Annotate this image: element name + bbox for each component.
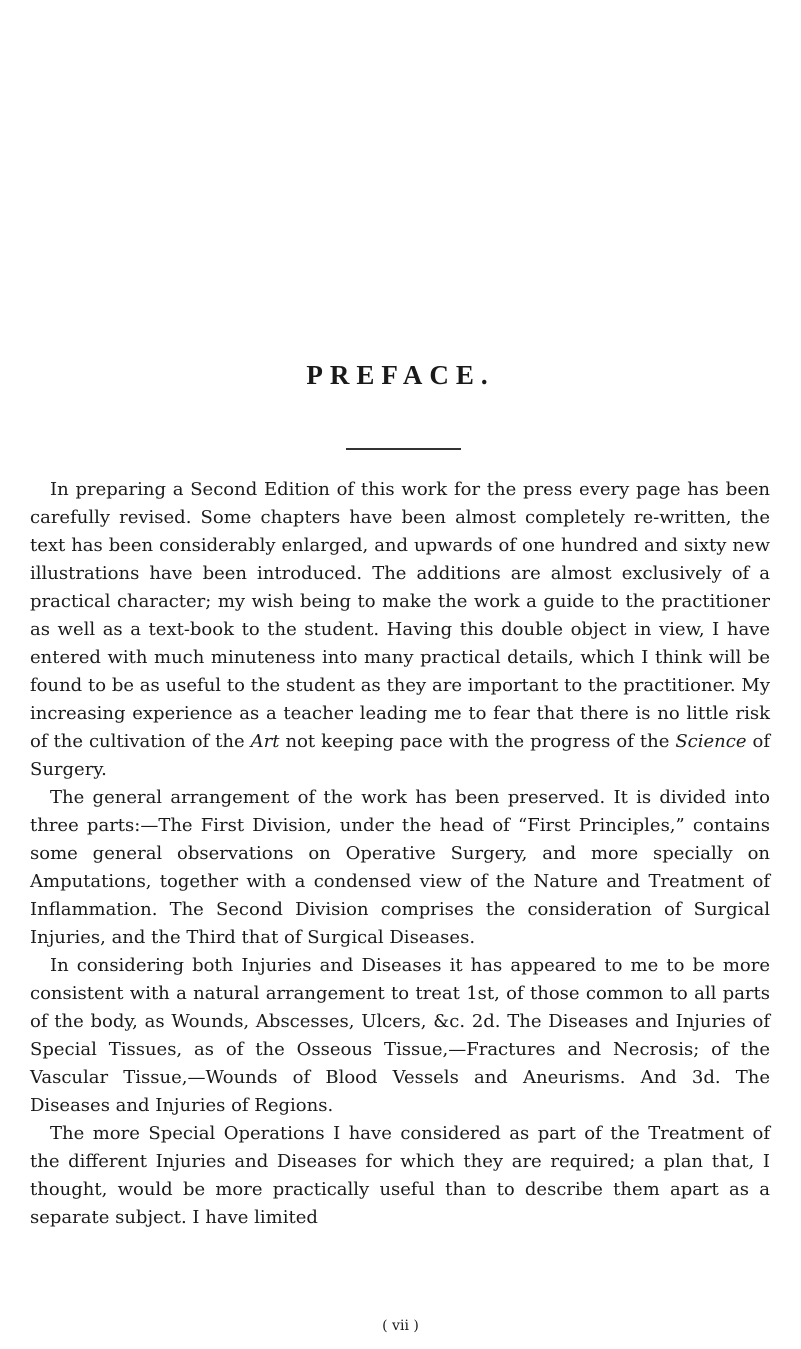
paragraph-2: The general arrangement of the work has been preserved. It is divided into three parts:—The First Division, under the head of “First Principles,” contains some general observations on Operative Surgery, and more specially on Amputations, together with a condensed view of the Nature and Treatment of Inflammation. The Second Division comprises the consideration of Surgical Injuries, and the Third that of Surgical Diseases. bbox=[30, 787, 770, 948]
page-title: PREFACE. bbox=[306, 360, 495, 390]
page-number: ( vii ) bbox=[382, 1318, 419, 1334]
paragraph-1-part-3: of Surgery. bbox=[30, 731, 770, 780]
italic-art: Art bbox=[250, 731, 280, 752]
paragraph-1 bbox=[30, 476, 770, 784]
italic-science: Science bbox=[675, 731, 747, 752]
title-rule bbox=[346, 448, 461, 450]
paragraph-3: In considering both Injuries and Diseases it has appeared to me to be more consistent with a natural arrangement to treat 1st, of those common to all parts of the body, as Wounds, Abscesses, Ulcers, &c. 2d. The Diseases and Injuries of Special Tissues, as of the Osseous Tissue,—Fractures and Necrosis; of the Vascular Tissue,—Wounds of Blood Vessels and Aneurisms. And 3d. The Diseases and Injuries of Regions. bbox=[30, 955, 770, 1116]
paragraph-4: The more Special Operations I have considered as part of the Treatment of the different Injuries and Diseases for which they are required; a plan that, I thought, would be more practically useful than to describe them apart as a separate subject. I have limited bbox=[30, 1123, 770, 1228]
preface-body bbox=[30, 476, 770, 1232]
paragraph-1-part-2: not keeping pace with the progress of the bbox=[279, 731, 676, 752]
paragraph-1-part-1: In preparing a Second Edition of this work for the press every page has been carefully revised. Some chapters have been almost completely re-written, the text has been considerably enlarged, and upwards of one hundred and sixty new illustrations have been introduced. The additions are almost exclusively of a practical character; my wish being to make the work a guide to the practitioner as well as a text-book to the student. Having this double object in view, I have entered with much minuteness into many practical details, which I think will be found to be as useful to the student as they are important to the practitioner. My increasing experience as a teacher leading me to fear that there is no little risk of the cultivation of the bbox=[30, 479, 770, 752]
